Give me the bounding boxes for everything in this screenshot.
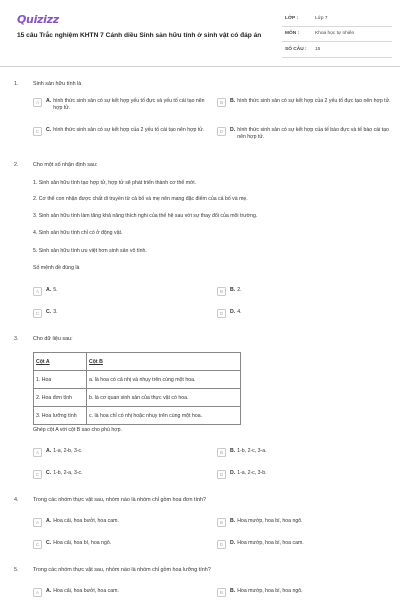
option-c[interactable] bbox=[33, 540, 111, 549]
option-text: Hoa mướp, hoa bí, hoa cam. bbox=[237, 540, 304, 546]
option-box: B bbox=[217, 98, 226, 107]
option-box: D bbox=[217, 470, 226, 479]
meta-value: Khoa học tự nhiên bbox=[315, 31, 355, 37]
option-box: C bbox=[33, 470, 42, 479]
option-letter: A. bbox=[46, 518, 52, 524]
option-b[interactable] bbox=[217, 287, 242, 296]
option-box: B bbox=[217, 588, 226, 597]
option-letter: B. bbox=[230, 287, 236, 293]
option-letter: C. bbox=[46, 127, 52, 133]
question-text: Sinh sản hữu tính là bbox=[33, 81, 82, 87]
option-text: 2. bbox=[237, 287, 242, 293]
option-letter: B. bbox=[230, 98, 236, 104]
option-c[interactable] bbox=[33, 470, 83, 479]
question-text: Trong các nhóm thực vật sau, nhóm nào là nhóm chỉ gồm hoa đơn tính? bbox=[33, 497, 206, 503]
option-b[interactable] bbox=[217, 588, 303, 597]
option-d[interactable] bbox=[217, 127, 392, 141]
option-text: Hoa cải, hoa bưởi, hoa cam. bbox=[53, 588, 119, 594]
option-a[interactable] bbox=[33, 518, 119, 527]
option-box: C bbox=[33, 309, 42, 318]
option-text: 1-b, 2-c, 3-a. bbox=[237, 448, 267, 454]
statement: 5. Sinh sản hữu tính ưu việt hơn sinh sản vô tính. bbox=[33, 248, 147, 254]
table-row bbox=[34, 371, 241, 389]
option-text: 5. bbox=[53, 287, 58, 293]
option-a[interactable] bbox=[33, 287, 58, 296]
option-text: 1-b, 2-a, 3-c. bbox=[53, 470, 83, 476]
option-a[interactable] bbox=[33, 98, 208, 112]
option-b[interactable] bbox=[217, 98, 392, 107]
question-number: 3. bbox=[14, 336, 19, 342]
option-letter: A. bbox=[46, 98, 52, 104]
meta-key: SỐ CÂU : bbox=[285, 46, 307, 52]
table-row bbox=[34, 389, 241, 407]
statement: 1. Sinh sản hữu tính tạo hợp tử, hợp tử sẽ phát triển thành cơ thể mới. bbox=[33, 180, 197, 186]
option-text: Hoa mướp, hoa bí, hoa ngô. bbox=[237, 588, 303, 594]
option-d[interactable] bbox=[217, 470, 267, 479]
option-d[interactable] bbox=[217, 540, 304, 549]
table-cell: c. là hoa chỉ có nhị hoặc nhụy trên cùng một hoa. bbox=[87, 407, 241, 425]
option-letter: D. bbox=[230, 309, 236, 315]
option-b[interactable] bbox=[217, 518, 303, 527]
question-number: 1. bbox=[14, 81, 19, 87]
meta-key: LỚP : bbox=[285, 15, 299, 21]
statement: 3. Sinh sản hữu tính làm tăng khả năng thích nghi của thế hệ sau với sự thay đổi của môi trường. bbox=[33, 213, 258, 219]
table-cell: 2. Hoa đơn tính bbox=[34, 389, 87, 407]
question-instruction: Ghép cột A với cột B sao cho phù hợp. bbox=[33, 427, 122, 433]
option-text: hình thức sinh sản có sự kết hợp của 2 yếu tố cái tạo nên hợp tử. bbox=[53, 127, 205, 133]
table-header-cell: Cột B bbox=[87, 353, 241, 371]
option-d[interactable] bbox=[217, 309, 242, 318]
question-text: Cho một số nhận định sau: bbox=[33, 162, 98, 168]
option-box: B bbox=[217, 287, 226, 296]
option-box: D bbox=[217, 309, 226, 318]
question-text: Cho dữ liệu sau: bbox=[33, 336, 73, 342]
option-box: B bbox=[217, 448, 226, 457]
question-number: 2. bbox=[14, 162, 19, 168]
quizizz-logo: Quizizz bbox=[17, 13, 59, 26]
option-box: A bbox=[33, 588, 42, 597]
table-cell: 3. Hoa lưỡng tính bbox=[34, 407, 87, 425]
option-box: A bbox=[33, 448, 42, 457]
option-text: 4. bbox=[237, 309, 242, 315]
worksheet-title: 15 câu Trắc nghiệm KHTN 7 Cánh diều Sinh sản hữu tính ở sinh vật có đáp án bbox=[17, 32, 262, 39]
worksheet-meta bbox=[282, 11, 392, 58]
option-b[interactable] bbox=[217, 448, 267, 457]
option-text: 1-a, 2-b, 3-c. bbox=[53, 448, 83, 454]
option-letter: C. bbox=[46, 309, 52, 315]
option-text: Hoa cải, hoa bưởi, hoa cam. bbox=[53, 518, 119, 524]
question-number: 5. bbox=[14, 567, 19, 573]
header-divider bbox=[0, 66, 400, 67]
meta-value: 15 bbox=[315, 46, 321, 52]
option-box: B bbox=[217, 518, 226, 527]
option-text: Hoa mướp, hoa bí, hoa ngô. bbox=[237, 518, 303, 524]
option-box: C bbox=[33, 540, 42, 549]
option-letter: B. bbox=[230, 588, 236, 594]
option-letter: B. bbox=[230, 518, 236, 524]
option-box: A bbox=[33, 287, 42, 296]
option-letter: D. bbox=[230, 470, 236, 476]
statement: 4. Sinh sản hữu tính chỉ có ở động vật. bbox=[33, 230, 123, 236]
option-letter: D. bbox=[230, 540, 236, 546]
option-text: hình thức sinh sản có sự kết hợp của 2 yếu tố đực tạo nên hợp tử. bbox=[237, 98, 391, 104]
option-letter: A. bbox=[46, 448, 52, 454]
option-text: hình thức sinh sản có sự kết hợp của tế bào đực và tế bào cái tạo nên hợp tử. bbox=[237, 127, 389, 140]
matching-table bbox=[33, 352, 241, 425]
option-letter: C. bbox=[46, 470, 52, 476]
meta-value: Lớp 7 bbox=[315, 15, 328, 21]
option-letter: A. bbox=[46, 287, 52, 293]
option-box: C bbox=[33, 127, 42, 136]
option-letter: D. bbox=[230, 127, 236, 133]
meta-row-class bbox=[282, 11, 392, 27]
statement: 2. Cơ thể con nhận được chất di truyền từ cả bố và mẹ nên mang đặc điểm của cả bố và mẹ. bbox=[33, 196, 248, 202]
option-box: D bbox=[217, 127, 226, 136]
question-number: 4. bbox=[14, 497, 19, 503]
option-c[interactable] bbox=[33, 309, 58, 318]
meta-key: MÔN : bbox=[285, 31, 300, 37]
option-a[interactable] bbox=[33, 448, 83, 457]
option-box: A bbox=[33, 518, 42, 527]
meta-row-count bbox=[282, 42, 392, 58]
table-cell: a. là hoa có cả nhị và nhụy trên cùng một hoa. bbox=[87, 371, 241, 389]
table-cell: b. là cơ quan sinh sản của thực vật có hoa. bbox=[87, 389, 241, 407]
option-letter: C. bbox=[46, 540, 52, 546]
table-header-cell: Cột A bbox=[34, 353, 87, 371]
table-cell: 1. Hoa bbox=[34, 371, 87, 389]
option-text: 3. bbox=[53, 309, 58, 315]
statement: Số mệnh đề đúng là bbox=[33, 265, 80, 271]
worksheet-header bbox=[0, 0, 400, 66]
option-letter: B. bbox=[230, 448, 236, 454]
option-box: D bbox=[217, 540, 226, 549]
table-row bbox=[34, 407, 241, 425]
option-box: A bbox=[33, 98, 42, 107]
question-text: Trong các nhóm thực vật sau, nhóm nào là nhóm chỉ gồm hoa lưỡng tính? bbox=[33, 567, 211, 573]
option-a[interactable] bbox=[33, 588, 119, 597]
option-text: Hoa cải, hoa bí, hoa ngô. bbox=[53, 540, 112, 546]
table-header-row bbox=[34, 353, 241, 371]
option-text: 1-a, 2-c, 3-b. bbox=[237, 470, 267, 476]
option-c[interactable] bbox=[33, 127, 208, 136]
option-text: hình thức sinh sản có sự kết hợp yếu tố đực và yếu tố cái tạo nên hợp tử. bbox=[53, 98, 205, 111]
meta-row-subject bbox=[282, 27, 392, 43]
option-letter: A. bbox=[46, 588, 52, 594]
